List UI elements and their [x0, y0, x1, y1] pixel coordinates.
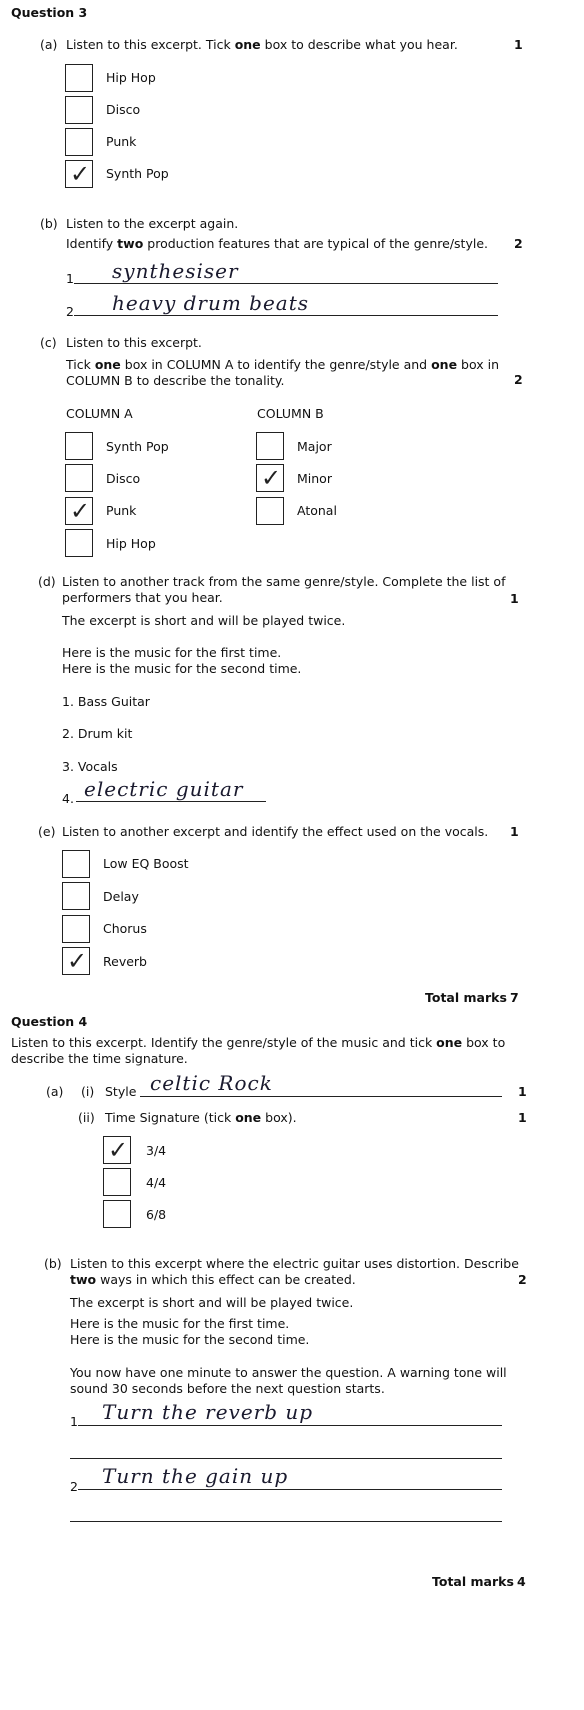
part-e-marks: 1	[510, 824, 519, 839]
part-c-line3: COLUMN B to describe the tonality.	[66, 373, 285, 388]
part-b-label: (b)	[40, 216, 58, 231]
q4-part-b-second: Here is the music for the second time.	[70, 1332, 310, 1347]
part-c-marks: 2	[514, 372, 523, 387]
option-label: Major	[297, 439, 332, 454]
part-c-line2: Tick one box in COLUMN A to identify the genre/style and one box in	[66, 357, 499, 372]
tick-icon: ✓	[261, 464, 282, 492]
q4-part-b-minute2: sound 30 seconds before the next question starts.	[70, 1381, 385, 1396]
answer-line-blank	[70, 1521, 502, 1522]
answer-number: 2	[66, 304, 74, 319]
option-label: 3/4	[146, 1143, 167, 1158]
answer-text-input[interactable]: synthesiser	[112, 259, 239, 283]
answer-line	[74, 315, 498, 316]
q4-part-a-label: (a)	[46, 1084, 64, 1099]
list-item: 2. Drum kit	[62, 726, 133, 741]
part-a-marks: 1	[514, 37, 523, 52]
checkbox-low-eq-boost[interactable]	[62, 850, 90, 878]
part-d-label: (d)	[38, 574, 56, 589]
tick-icon: ✓	[70, 160, 91, 188]
option-label: Reverb	[103, 954, 147, 969]
checkbox-col-a-hip-hop[interactable]	[65, 529, 93, 557]
q4-intro-line1: Listen to this excerpt. Identify the genre/style of the music and tick one box to	[11, 1035, 506, 1050]
style-label: Style	[105, 1084, 137, 1099]
checkbox-hip-hop[interactable]	[65, 64, 93, 92]
answer-line	[140, 1096, 502, 1097]
answer-number: 1	[66, 271, 74, 286]
checkbox-reverb[interactable]	[62, 947, 90, 975]
answer-line-blank	[70, 1458, 502, 1459]
answer-text-input[interactable]: heavy drum beats	[112, 291, 310, 315]
part-a-label: (a)	[40, 37, 58, 52]
checkbox-col-b-minor[interactable]	[256, 464, 284, 492]
answer-number: 2	[70, 1479, 78, 1494]
part-b-marks: 2	[514, 236, 523, 251]
q4-intro-line2: describe the time signature.	[11, 1051, 188, 1066]
checkbox-col-a-disco[interactable]	[65, 464, 93, 492]
checkbox-col-a-synth-pop[interactable]	[65, 432, 93, 460]
part-d-note: The excerpt is short and will be played twice.	[62, 613, 346, 628]
answer-text-input[interactable]: electric guitar	[84, 777, 244, 801]
part-c-line1: Listen to this excerpt.	[66, 335, 202, 350]
option-label: Chorus	[103, 921, 147, 936]
option-label: Hip Hop	[106, 70, 156, 85]
checkbox-4-4[interactable]	[103, 1168, 131, 1196]
part-e-question: Listen to another excerpt and identify the effect used on the vocals.	[62, 824, 489, 839]
q4-part-b-label: (b)	[44, 1256, 62, 1271]
style-answer-input[interactable]: celtic Rock	[150, 1071, 273, 1095]
option-label: Punk	[106, 503, 137, 518]
checkbox-punk[interactable]	[65, 128, 93, 156]
part-d-second: Here is the music for the second time.	[62, 661, 302, 676]
q4-part-b-minute1: You now have one minute to answer the question. A warning tone will	[70, 1365, 507, 1380]
q4-part-b-line2: two ways in which this effect can be created.	[70, 1272, 356, 1287]
answer-number: 4.	[62, 791, 74, 806]
column-b-title: COLUMN B	[257, 406, 324, 421]
answer-text-input[interactable]: Turn the reverb up	[102, 1400, 314, 1424]
checkbox-6-8[interactable]	[103, 1200, 131, 1228]
question-3-heading: Question 3	[11, 5, 88, 20]
list-item: 1. Bass Guitar	[62, 694, 150, 709]
part-d-first: Here is the music for the first time.	[62, 645, 282, 660]
q4-part-a-i-label: (i)	[81, 1084, 95, 1099]
q4-part-b-note: The excerpt is short and will be played twice.	[70, 1295, 354, 1310]
part-d-marks: 1	[510, 591, 519, 606]
time-signature-question: Time Signature (tick one box).	[105, 1110, 297, 1125]
q4-part-b-line1: Listen to this excerpt where the electric guitar uses distortion. Describe	[70, 1256, 519, 1271]
q4-part-a-i-marks: 1	[518, 1084, 527, 1099]
option-label: Synth Pop	[106, 166, 169, 181]
total-marks-label: Total marks	[425, 990, 507, 1005]
q4-part-a-ii-marks: 1	[518, 1110, 527, 1125]
checkbox-delay[interactable]	[62, 882, 90, 910]
q4-part-b-marks: 2	[518, 1272, 527, 1287]
option-label: 6/8	[146, 1207, 167, 1222]
tick-icon: ✓	[70, 497, 91, 525]
checkbox-col-a-punk[interactable]	[65, 497, 93, 525]
option-label: Minor	[297, 471, 332, 486]
part-d-line1: Listen to another track from the same genre/style. Complete the list of	[62, 574, 506, 589]
option-label: Delay	[103, 889, 139, 904]
answer-line	[78, 1425, 502, 1426]
list-item: 3. Vocals	[62, 759, 118, 774]
part-c-label: (c)	[40, 335, 57, 350]
answer-line	[76, 801, 266, 802]
total-marks-label: Total marks	[432, 1574, 514, 1589]
option-label: Atonal	[297, 503, 337, 518]
total-marks-value: 4	[517, 1574, 526, 1589]
column-a-title: COLUMN A	[66, 406, 133, 421]
part-b-line2: Identify two production features that are typical of the genre/style.	[66, 236, 488, 251]
checkbox-disco[interactable]	[65, 96, 93, 124]
part-d-line2: performers that you hear.	[62, 590, 223, 605]
checkbox-3-4[interactable]	[103, 1136, 131, 1164]
option-label: Hip Hop	[106, 536, 156, 551]
option-label: Low EQ Boost	[103, 856, 189, 871]
answer-line	[78, 1489, 502, 1490]
checkbox-synth-pop[interactable]	[65, 160, 93, 188]
option-label: Disco	[106, 471, 141, 486]
question-4-heading: Question 4	[11, 1014, 88, 1029]
tick-icon: ✓	[67, 947, 88, 975]
part-b-line1: Listen to the excerpt again.	[66, 216, 239, 231]
part-e-label: (e)	[38, 824, 56, 839]
checkbox-col-b-atonal[interactable]	[256, 497, 284, 525]
option-label: Punk	[106, 134, 137, 149]
option-label: Disco	[106, 102, 141, 117]
tick-icon: ✓	[108, 1136, 129, 1164]
answer-number: 1	[70, 1414, 78, 1429]
q4-part-b-first: Here is the music for the first time.	[70, 1316, 290, 1331]
option-label: Synth Pop	[106, 439, 169, 454]
checkbox-col-b-major[interactable]	[256, 432, 284, 460]
checkbox-chorus[interactable]	[62, 915, 90, 943]
answer-text-input[interactable]: Turn the gain up	[102, 1464, 289, 1488]
option-label: 4/4	[146, 1175, 167, 1190]
answer-line	[74, 283, 498, 284]
part-a-question: Listen to this excerpt. Tick one box to describe what you hear.	[66, 37, 458, 52]
q4-part-a-ii-label: (ii)	[78, 1110, 95, 1125]
total-marks-value: 7	[510, 990, 519, 1005]
